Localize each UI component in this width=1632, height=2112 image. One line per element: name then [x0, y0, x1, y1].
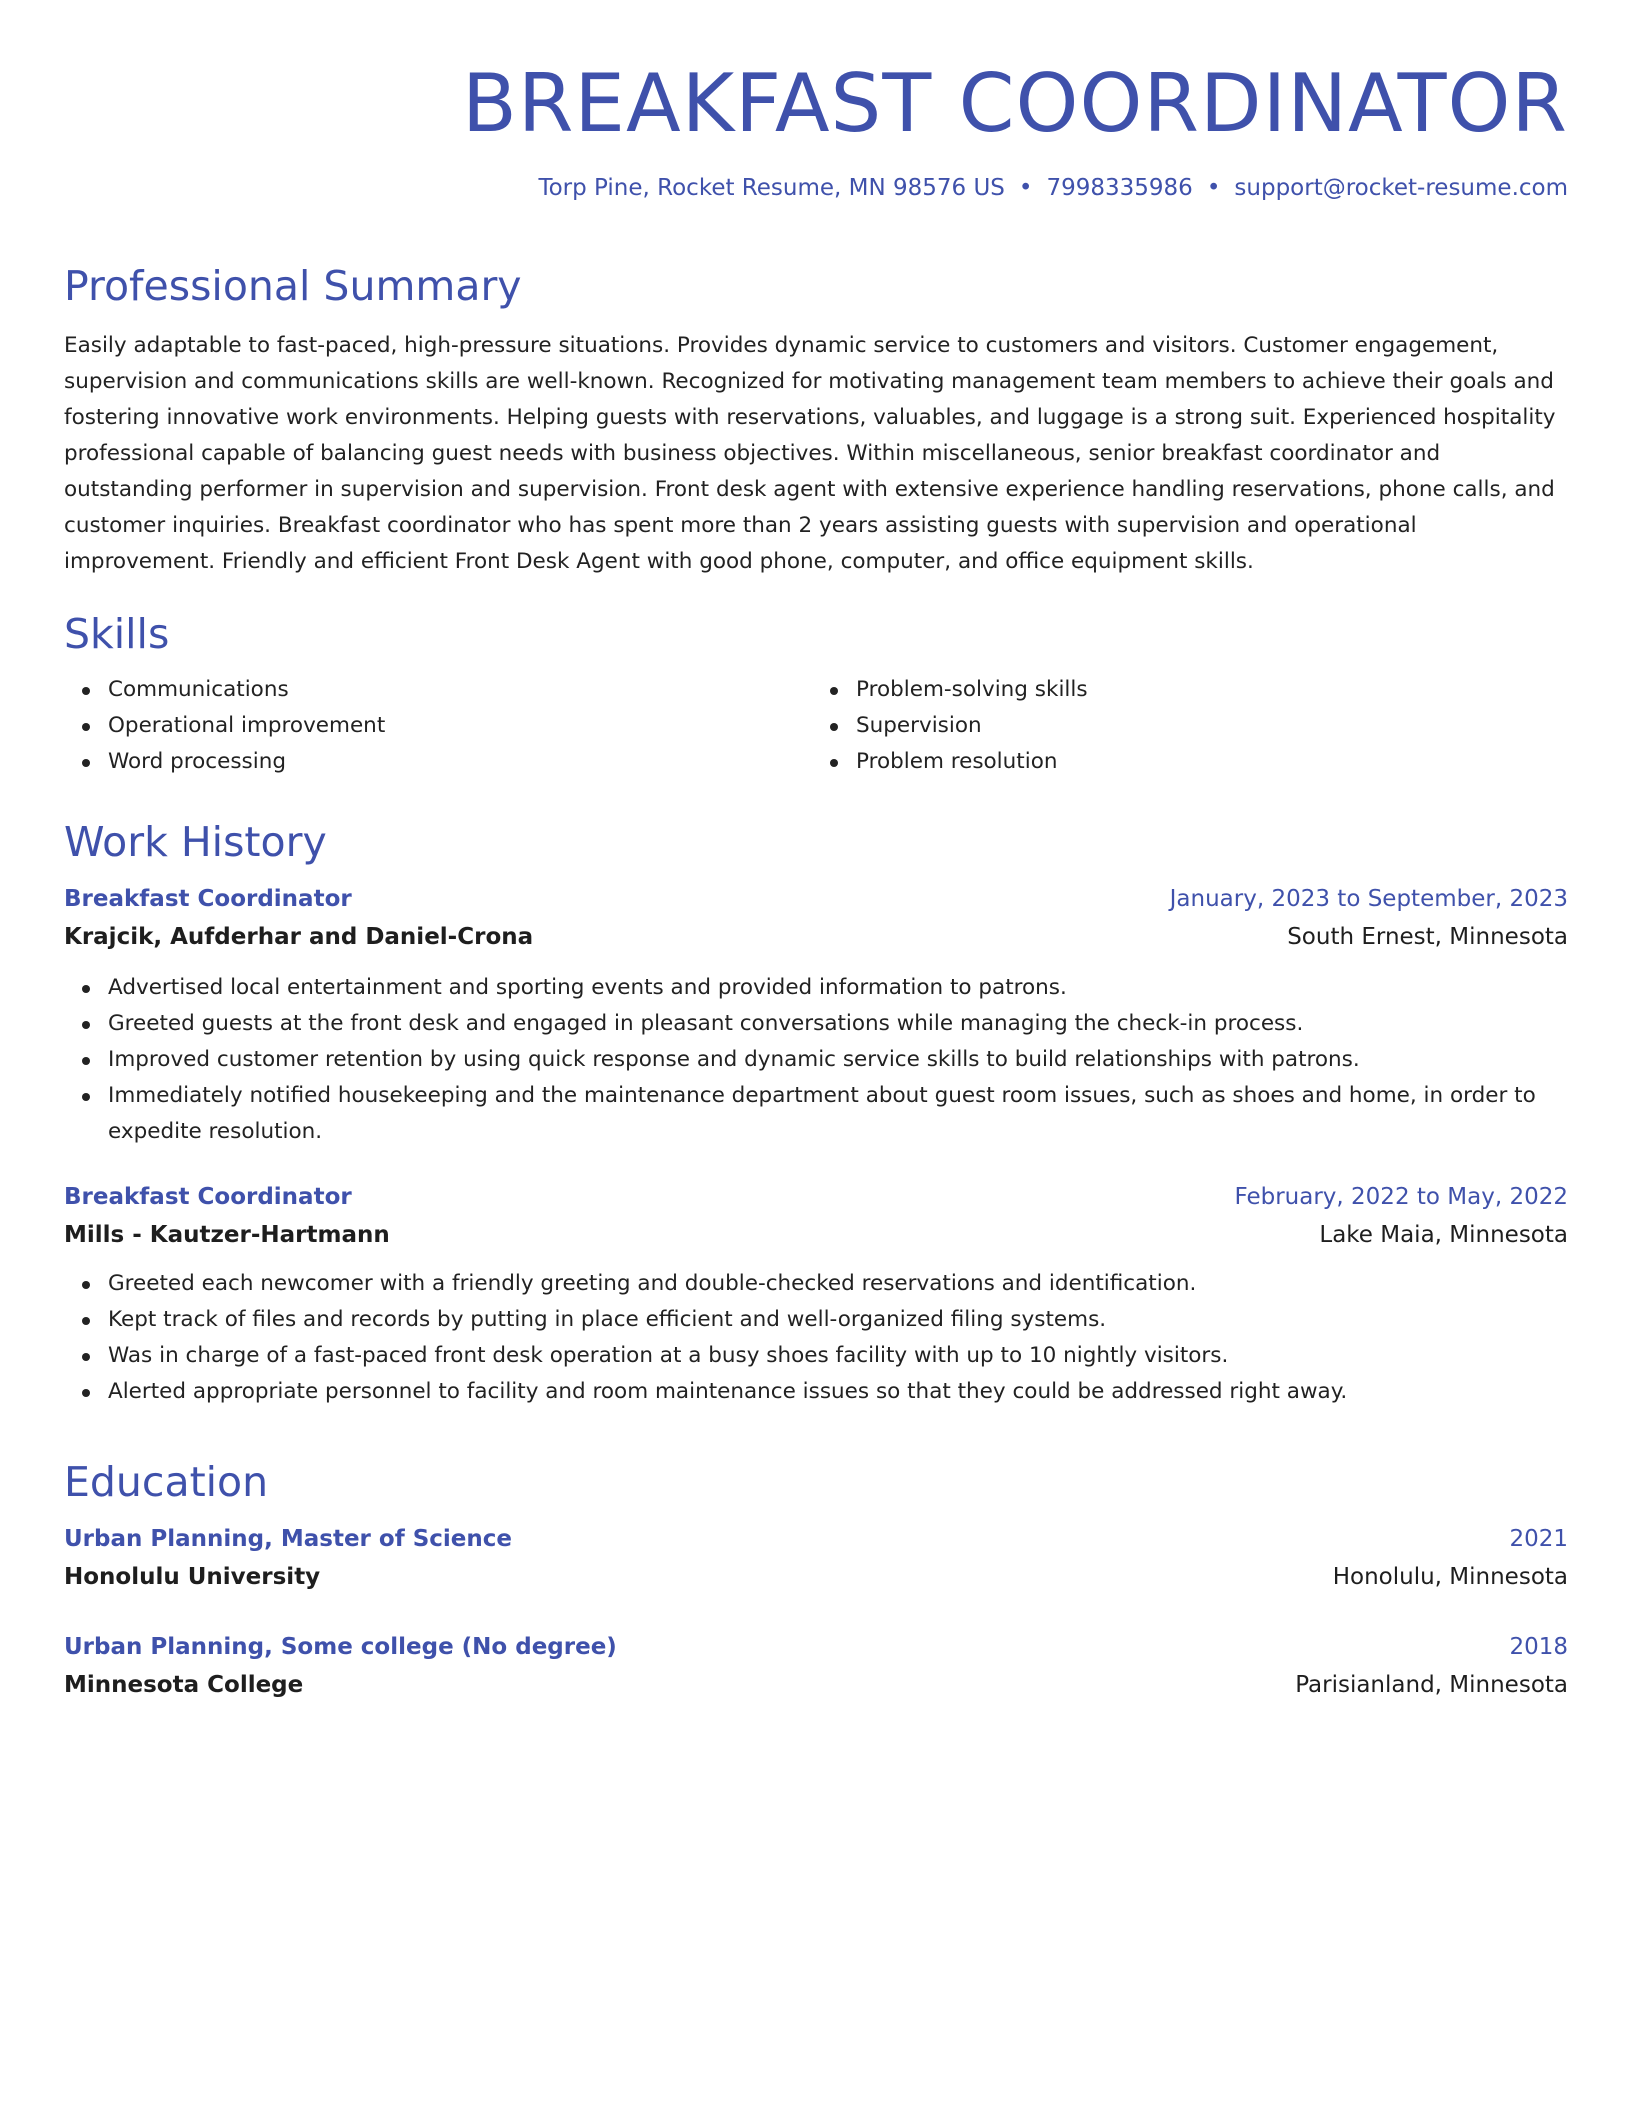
job-bullet: Was in charge of a fast-paced front desk operation at a busy shoes facility with up to 10 nightly visitors.	[108, 1338, 1568, 1374]
work-heading: Work History	[64, 818, 327, 866]
job-bullets	[64, 1266, 1568, 1410]
summary-text: Easily adaptable to fast-paced, high-pressure situations. Provides dynamic service to customers and visitors. Customer engagement, supervision and communications skills are well-known. Recognized for motivating management team members to achieve their goals and fostering innovative work environments. Helping guests with reservations, valuables, and luggage is a strong suit. Experienced hospitality professional capable of balancing guest needs with business objectives. Within miscellaneous, senior breakfast coordinator and outstanding performer in supervision and supervision. Front desk agent with extensive experience handling reservations, phone calls, and customer inquiries. Breakfast coordinator who has spent more than 2 years assisting guests with supervision and operational improvement. Friendly and efficient Front Desk Agent with good phone, computer, and office equipment skills.	[64, 333, 1556, 574]
skills-heading: Skills	[64, 610, 170, 658]
skill-item: Problem resolution	[856, 744, 1568, 780]
work-section	[64, 816, 1568, 1410]
skills-grid	[64, 672, 1568, 780]
job-entry	[64, 880, 1568, 1150]
job-location: Lake Maia, Minnesota	[1319, 1222, 1568, 1248]
job-company: Krajcik, Aufderhar and Daniel-Crona	[64, 924, 534, 950]
summary-heading: Professional Summary	[64, 262, 522, 310]
education-entry	[64, 1520, 1568, 1596]
education-degree: Urban Planning, Master of Science	[64, 1526, 513, 1552]
job-bullet: Advertised local entertainment and sporting events and provided information to patrons.	[108, 970, 1568, 1006]
education-degree: Urban Planning, Some college (No degree)	[64, 1634, 617, 1660]
education-section	[64, 1456, 1568, 1704]
education-school: Minnesota College	[64, 1672, 304, 1698]
job-dates: January, 2023 to September, 2023	[1169, 886, 1568, 912]
job-bullet: Greeted guests at the front desk and engaged in pleasant conversations while managing the check-in process.	[108, 1006, 1568, 1042]
job-company: Mills - Kautzer-Hartmann	[64, 1222, 390, 1248]
job-dates: February, 2022 to May, 2022	[1234, 1184, 1568, 1210]
skill-item: Communications	[108, 672, 816, 708]
contact-phone[interactable]: 7998335986	[1046, 175, 1193, 201]
skill-item: Supervision	[856, 708, 1568, 744]
job-bullet: Kept track of files and records by putting in place efficient and well-organized filing systems.	[108, 1302, 1568, 1338]
job-bullet: Alerted appropriate personnel to facility and room maintenance issues so that they could be addressed right away.	[108, 1374, 1568, 1410]
job-bullet: Greeted each newcomer with a friendly greeting and double-checked reservations and identification.	[108, 1266, 1568, 1302]
education-location: Parisianland, Minnesota	[1295, 1672, 1568, 1698]
skill-item: Operational improvement	[108, 708, 816, 744]
job-title: Breakfast Coordinator	[64, 1184, 352, 1210]
contact-email[interactable]: support@rocket-resume.com	[1234, 175, 1568, 201]
skills-section	[64, 608, 1568, 780]
skills-list-right	[816, 672, 1568, 780]
education-school: Honolulu University	[64, 1564, 321, 1590]
contact-separator: •	[1018, 175, 1033, 201]
job-bullet: Improved customer retention by using quick response and dynamic service skills to build relationships with patrons.	[108, 1042, 1568, 1078]
job-bullets	[64, 970, 1568, 1150]
skill-item: Problem-solving skills	[856, 672, 1568, 708]
skills-list-left	[64, 672, 816, 780]
job-location: South Ernest, Minnesota	[1287, 924, 1568, 950]
skill-item: Word processing	[108, 744, 816, 780]
resume-name: BREAKFAST COORDINATOR	[461, 57, 1568, 150]
education-location: Honolulu, Minnesota	[1332, 1564, 1568, 1590]
education-year: 2018	[1509, 1634, 1568, 1660]
education-entry	[64, 1628, 1568, 1704]
education-year: 2021	[1509, 1526, 1568, 1552]
job-entry	[64, 1178, 1568, 1410]
education-heading: Education	[64, 1458, 269, 1506]
summary-section	[64, 260, 1568, 580]
contact-address: Torp Pine, Rocket Resume, MN 98576 US	[538, 175, 1005, 201]
job-bullet: Immediately notified housekeeping and the maintenance department about guest room issues, such as shoes and home, in order to expedite resolution.	[108, 1078, 1568, 1150]
contact-separator: •	[1206, 175, 1221, 201]
job-title: Breakfast Coordinator	[64, 886, 352, 912]
contact-line	[538, 172, 1568, 204]
